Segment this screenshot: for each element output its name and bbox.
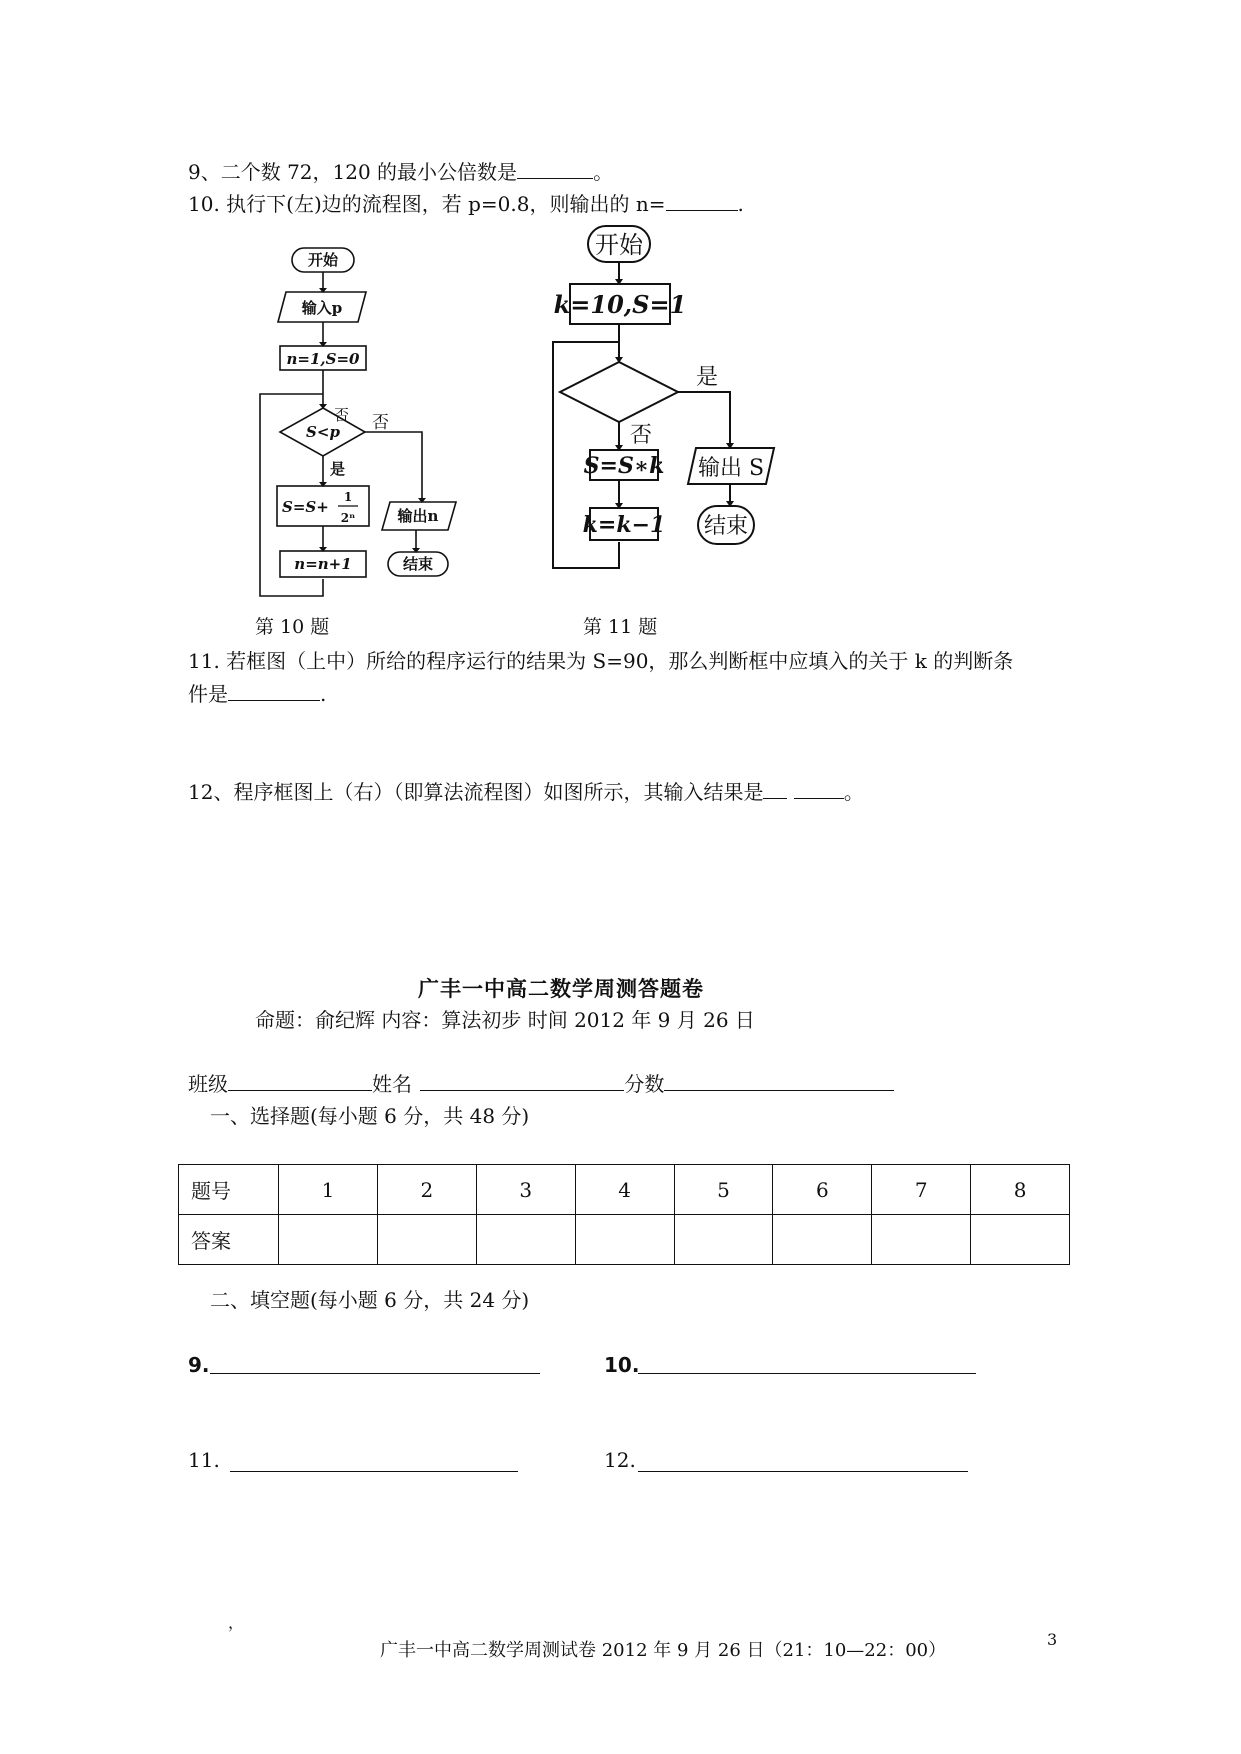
question-12-text: 12、程序框图上（右）（即算法流程图）如图所示，其输入结果是 <box>188 780 764 804</box>
question-number-cell: 7 <box>872 1165 971 1215</box>
fill-label-10: 10. <box>604 1353 640 1377</box>
question-number-cell: 8 <box>971 1165 1070 1215</box>
question-10-end: . <box>737 192 744 216</box>
section-1-heading: 一、选择题(每小题 6 分，共 48 分) <box>210 1104 530 1128</box>
fill-label-11: 11. <box>188 1448 220 1472</box>
answer-sheet-meta: 命题：俞纪辉 内容：算法初步 时间 2012 年 9 月 26 日 <box>255 1008 755 1032</box>
fc11-end-label: 结束 <box>703 514 749 539</box>
question-number-cell: 1 <box>279 1165 378 1215</box>
question-9-text: 9、二个数 72，120 的最小公倍数是 <box>188 160 518 184</box>
fc10-init-label: n=1,S=0 <box>286 350 360 368</box>
fc11-update-label: S=S∗k <box>583 453 665 479</box>
choice-answer-table <box>178 1164 1070 1265</box>
question-12-end: 。 <box>843 780 864 804</box>
answer-cell[interactable] <box>872 1215 971 1265</box>
fc11-dec-label: k=k−1 <box>582 512 666 538</box>
question-number-cell: 5 <box>674 1165 773 1215</box>
fill-label-12: 12. <box>604 1448 636 1472</box>
question-number-cell: 3 <box>476 1165 575 1215</box>
question-10-text: 10. 执行下(左)边的流程图，若 p=0.8，则输出的 n= <box>188 192 666 216</box>
question-number-cell: 4 <box>575 1165 674 1215</box>
student-info-row <box>188 1068 894 1097</box>
answer-cell[interactable] <box>773 1215 872 1265</box>
table-header-label: 题号 <box>179 1165 279 1215</box>
flowchart-q10 <box>250 240 470 605</box>
section-2-heading: 二、填空题(每小题 6 分，共 24 分) <box>210 1288 530 1312</box>
answer-blank-11 <box>228 682 320 701</box>
fc10-input-label: 输入p <box>301 299 343 317</box>
fc10-inc-label: n=n+1 <box>294 555 352 573</box>
question-11-line1: 11. 若框图（上中）所给的程序运行的结果为 S=90，那么判断框中应填入的关于 k 的判断条 <box>188 649 1014 673</box>
fc11-no-label: 否 <box>630 423 653 448</box>
fc10-no-label: 否 <box>334 406 350 424</box>
answer-cell[interactable] <box>476 1215 575 1265</box>
fc10-end-label: 结束 <box>402 555 434 573</box>
fill-line-12[interactable] <box>638 1471 968 1472</box>
fill-line-9[interactable] <box>210 1373 540 1374</box>
question-11-line2-text: 件是 <box>188 682 228 706</box>
answer-blank-12b <box>794 780 844 799</box>
fc10-output-label: 输出n <box>397 507 439 525</box>
question-9-end: 。 <box>593 160 614 184</box>
decision-diamond <box>560 362 678 422</box>
fc10-yes-label: 是 <box>330 460 346 478</box>
fc11-start-label: 开始 <box>595 231 643 259</box>
answer-cell[interactable] <box>674 1215 773 1265</box>
name-label: 姓名 <box>372 1072 412 1096</box>
fill-label-9: 9. <box>188 1353 210 1377</box>
fc10-frac-num: 1 <box>343 490 353 504</box>
fill-line-10[interactable] <box>638 1373 976 1374</box>
flowchart-q11 <box>548 222 788 572</box>
fc10-update-label: S=S+ <box>282 498 329 516</box>
footer-mark: ， <box>228 1613 245 1632</box>
class-label: 班级 <box>188 1072 228 1096</box>
answer-cell[interactable] <box>971 1215 1070 1265</box>
question-9 <box>188 156 613 185</box>
answer-cell[interactable] <box>279 1215 378 1265</box>
caption-q11: 第 11 题 <box>583 616 658 638</box>
question-11-end: . <box>320 682 327 706</box>
fc10-start-label: 开始 <box>307 251 339 269</box>
answer-blank-12a <box>763 780 787 799</box>
score-field[interactable] <box>664 1072 894 1091</box>
fc11-init-label: k=10,S=1 <box>553 290 687 319</box>
answer-cell[interactable] <box>575 1215 674 1265</box>
question-number-cell: 6 <box>773 1165 872 1215</box>
answer-blank-9 <box>517 160 593 179</box>
footer-text: 广丰一中高二数学周测试卷 2012 年 9 月 26 日（21：10—22：00） <box>380 1640 947 1661</box>
caption-q10: 第 10 题 <box>255 616 330 638</box>
score-label: 分数 <box>624 1072 665 1096</box>
fill-line-11[interactable] <box>230 1471 518 1472</box>
fc10-frac-den: 2ⁿ <box>340 511 356 525</box>
class-field[interactable] <box>228 1072 372 1091</box>
table-row <box>179 1165 1070 1215</box>
question-10 <box>188 188 744 217</box>
fc10-cond-label: S<p <box>306 423 340 441</box>
page-number: 3 <box>1047 1630 1058 1649</box>
table-row <box>179 1215 1070 1265</box>
fc11-yes-label: 是 <box>696 365 719 390</box>
table-answer-label: 答案 <box>179 1215 279 1265</box>
fc10-no-side-label: 否 <box>372 413 389 433</box>
answer-cell[interactable] <box>377 1215 476 1265</box>
question-number-cell: 2 <box>377 1165 476 1215</box>
answer-blank-10 <box>666 192 738 211</box>
name-field[interactable] <box>420 1072 624 1091</box>
fc11-output-label: 输出 S <box>697 456 765 481</box>
answer-sheet-title: 广丰一中高二数学周测答题卷 <box>418 976 704 1001</box>
question-12 <box>188 776 864 805</box>
question-11-line2 <box>188 678 326 707</box>
